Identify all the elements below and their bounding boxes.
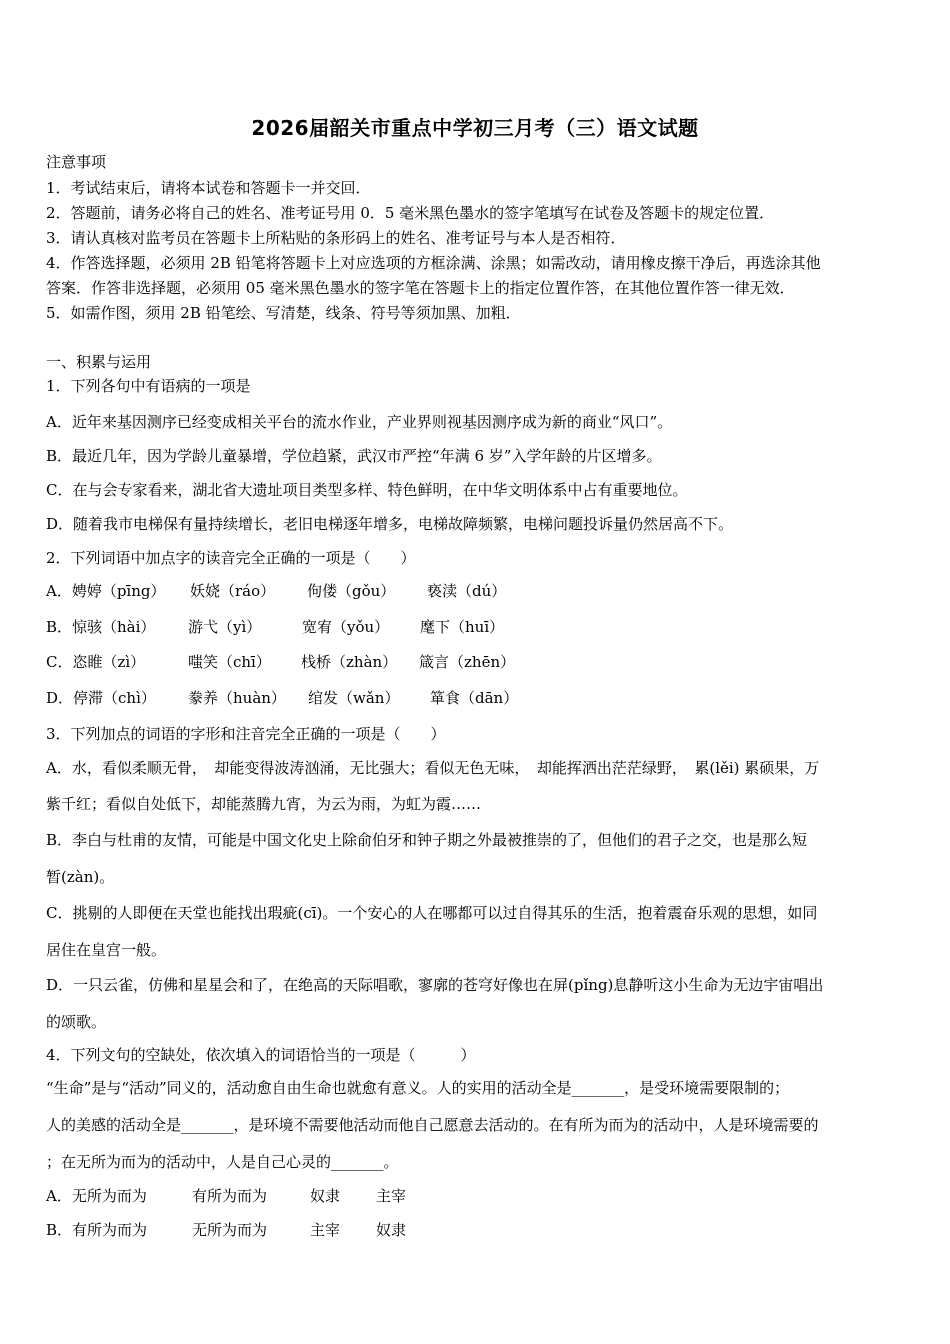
notice-item: 1．考试结束后，请将本试卷和答题卡一并交回． bbox=[46, 179, 371, 197]
page-title: 2026届韶关市重点中学初三月考（三）语文试题 bbox=[251, 116, 699, 140]
option-word: A．无所为而为 bbox=[46, 1187, 147, 1205]
question-4-passage: “生命”是与“活动”同义的，活动愈自由生命也就愈有意义。人的实用的活动全是_______，是受环境需要限制的； bbox=[46, 1079, 790, 1097]
question-4-option-b bbox=[46, 1220, 406, 1240]
option-word: 亵渎（dú） bbox=[427, 582, 507, 600]
option-word: 栈桥（zhàn） bbox=[301, 653, 398, 671]
option-word: 主宰 bbox=[310, 1221, 341, 1239]
option-word: C．恣睢（zì） bbox=[46, 653, 146, 671]
option-word: B．有所为而为 bbox=[46, 1221, 148, 1239]
notice-item: 5．如需作图，须用 2B 铅笔绘、写清楚，线条、符号等须加黑、加粗． bbox=[46, 304, 521, 322]
option-word: 嗤笑（chī） bbox=[188, 653, 271, 671]
question-4-stem: 4．下列文句的空缺处，依次填入的词语恰当的一项是（ ） bbox=[46, 1046, 476, 1064]
option-word: 主宰 bbox=[376, 1187, 407, 1205]
option-word: 宽宥（yǒu） bbox=[302, 618, 390, 636]
question-2-option-c bbox=[46, 652, 515, 672]
notice-heading: 注意事项 bbox=[46, 153, 107, 171]
option-word: 绾发（wǎn） bbox=[308, 689, 400, 707]
question-1-stem: 1．下列各句中有语病的一项是 bbox=[46, 377, 251, 395]
question-3-line: A．水，看似柔顺无骨， 却能变得波涛汹涌，无比强大；看似无色无味， 却能挥洒出茫茫绿野， 累(lěi) 累硕果，万 bbox=[46, 759, 820, 777]
option-word: 游弋（yì） bbox=[188, 618, 262, 636]
question-2-option-d bbox=[46, 688, 518, 708]
question-3-line: 的颂歌。 bbox=[46, 1013, 107, 1031]
question-1-option-a: A．近年来基因测序已经变成相关平台的流水作业，产业界则视基因测序成为新的商业“风口”。 bbox=[46, 413, 673, 431]
option-word: 箴言（zhēn） bbox=[419, 653, 516, 671]
option-word: A．娉婷（pīng） bbox=[46, 582, 166, 600]
question-3-stem: 3．下列加点的词语的字形和注音完全正确的一项是（ ） bbox=[46, 725, 446, 743]
notice-item: 3．请认真核对监考员在答题卡上所粘贴的条形码上的姓名、准考证号与本人是否相符． bbox=[46, 229, 626, 247]
question-3-line: 紫千红；看似自处低下，却能蒸腾九宵，为云为雨，为虹为霞…… bbox=[46, 795, 482, 813]
option-word: 麾下（huī） bbox=[420, 618, 505, 636]
question-3-line: B．李白与杜甫的友情，可能是中国文化史上除俞伯牙和钟子期之外最被推崇的了，但他们的君子之交，也是那么短 bbox=[46, 831, 808, 849]
option-word: 奴隶 bbox=[376, 1221, 407, 1239]
question-1-option-b: B．最近几年，因为学龄儿童暴增，学位趋紧，武汉市严控“年满 6 岁”入学年龄的片区增多。 bbox=[46, 447, 662, 465]
option-word: 奴隶 bbox=[310, 1187, 341, 1205]
option-word: 佝偻（gǒu） bbox=[307, 582, 396, 600]
notice-item: 2．答题前，请务必将自己的姓名、准考证号用 0．5 毫米黑色墨水的签字笔填写在试卷及答题卡的规定位置． bbox=[46, 204, 775, 222]
option-word: 无所为而为 bbox=[192, 1221, 268, 1239]
question-4-passage: 人的美感的活动全是_______，是环境不需要他活动而他自己愿意去活动的。在有所为而为的活动中，人是环境需要的 bbox=[46, 1116, 819, 1134]
option-word: 箪食（dān） bbox=[430, 689, 519, 707]
question-3-line: D．一只云雀，仿佛和星星会和了，在绝高的天际唱歌，寥廓的苍穹好像也在屏(pǐng)息静听这小生命为无边宇宙唱出 bbox=[46, 976, 824, 994]
question-4-option-a bbox=[46, 1186, 406, 1206]
notice-item: 答案．作答非选择题，必须用 05 毫米黑色墨水的签字笔在答题卡上的指定位置作答，在其他位置作答一律无效． bbox=[46, 279, 795, 297]
question-3-line: 居住在皇宫一般。 bbox=[46, 941, 167, 959]
question-3-line: C．挑剔的人即便在天堂也能找出瑕疵(cī)。一个安心的人在哪都可以过自得其乐的生活，抱着震奋乐观的思想，如同 bbox=[46, 904, 818, 922]
question-2-option-b bbox=[46, 617, 504, 637]
question-1-option-d: D．随着我市电梯保有量持续增长，老旧电梯逐年增多，电梯故障频繁，电梯问题投诉量仍然居高不下。 bbox=[46, 515, 734, 533]
option-word: 妖娆（ráo） bbox=[190, 582, 276, 600]
question-2-stem: 2．下列词语中加点字的读音完全正确的一项是（ ） bbox=[46, 549, 416, 567]
notice-item: 4．作答选择题，必须用 2B 铅笔将答题卡上对应选项的方框涂满、涂黑；如需改动，请用橡皮擦干净后，再选涂其他 bbox=[46, 254, 821, 272]
question-2-option-a bbox=[46, 581, 506, 601]
question-4-passage: ；在无所为而为的活动中，人是自己心灵的_______。 bbox=[46, 1153, 399, 1171]
question-3-line: 暂(zàn)。 bbox=[46, 868, 115, 886]
section-heading: 一、积累与运用 bbox=[46, 353, 152, 371]
option-word: 豢养（huàn） bbox=[188, 689, 286, 707]
option-word: B．惊骇（hài） bbox=[46, 618, 156, 636]
question-1-option-c: C．在与会专家看来，湖北省大遗址项目类型多样、特色鲜明，在中华文明体系中占有重要地位。 bbox=[46, 481, 688, 499]
option-word: 有所为而为 bbox=[192, 1187, 268, 1205]
option-word: D．停滞（chì） bbox=[46, 689, 156, 707]
